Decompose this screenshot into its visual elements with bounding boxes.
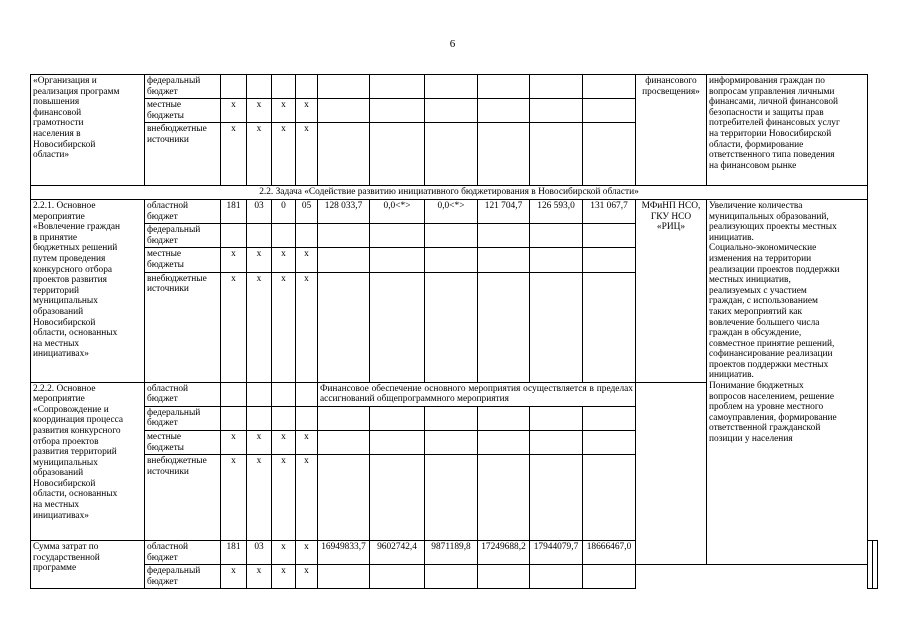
- code-cell: 0: [272, 199, 296, 223]
- code-cell: [247, 224, 272, 248]
- code-cell: х: [247, 430, 272, 454]
- text-line: местные: [147, 100, 182, 111]
- amount-cell: [583, 248, 636, 272]
- text-line: муниципальных: [33, 296, 98, 307]
- funding-source: [145, 382, 221, 406]
- activity-name: [31, 75, 145, 186]
- code-cell: [296, 224, 318, 248]
- amount-cell: [425, 248, 478, 272]
- text-line: проектов развития: [33, 275, 107, 286]
- text-line: потребителей финансовых услуг: [709, 118, 840, 129]
- text-line: программе: [33, 563, 77, 574]
- code-cell: х: [272, 99, 296, 123]
- amount-cell: [583, 272, 636, 382]
- amount-cell: [425, 123, 478, 186]
- amount-cell: [530, 99, 583, 123]
- text-line: источники: [147, 466, 189, 477]
- text-line: местные: [147, 431, 182, 442]
- amount-cell: [318, 248, 370, 272]
- amount-cell: [318, 123, 370, 186]
- text-line: развития конкурсного: [33, 425, 121, 436]
- text-line: самоуправления, формирование: [709, 412, 837, 423]
- amount-cell: [318, 565, 370, 589]
- code-cell: [296, 75, 318, 99]
- amount-cell: [583, 455, 636, 541]
- text-line: «Сопровождение и: [33, 404, 109, 415]
- code-cell: [296, 406, 318, 430]
- amount-cell: 126 593,0: [530, 199, 583, 223]
- text-line: населения в: [33, 128, 81, 139]
- amount-cell: [478, 406, 530, 430]
- amount-cell: [425, 272, 478, 382]
- amount-cell: [478, 565, 530, 589]
- amount-cell: 16949833,7: [318, 541, 370, 565]
- text-line: софинансирование реализации: [709, 349, 833, 360]
- text-line: инициативах»: [33, 349, 89, 360]
- text-line: путем проведения: [33, 253, 106, 264]
- code-cell: х: [221, 248, 247, 272]
- text-line: Новосибирской: [33, 139, 96, 150]
- amount-cell: [583, 430, 636, 454]
- amount-cell: [370, 406, 425, 430]
- text-line: инициатив.: [709, 370, 754, 381]
- code-cell: [272, 224, 296, 248]
- amount-cell: [425, 565, 478, 589]
- executor-cell: [636, 199, 707, 382]
- text-line: финансового: [645, 76, 697, 86]
- activity-name: [31, 199, 145, 382]
- amount-cell: [478, 272, 530, 382]
- text-line: области, основанных: [33, 489, 118, 500]
- text-line: муниципальных: [33, 457, 98, 468]
- amount-cell: [530, 272, 583, 382]
- funding-source: [145, 272, 221, 382]
- expected-result: [707, 199, 868, 564]
- code-cell: х: [272, 541, 296, 565]
- funding-source: [145, 123, 221, 186]
- code-cell: х: [221, 99, 247, 123]
- funding-source: [145, 248, 221, 272]
- text-line: инициативах»: [33, 510, 89, 521]
- amount-cell: 17249688,2: [478, 541, 530, 565]
- text-line: таких мероприятий как: [709, 306, 803, 317]
- text-line: бюджет: [147, 86, 178, 97]
- text-line: 2.2.2. Основное: [33, 383, 96, 394]
- code-cell: х: [221, 455, 247, 541]
- text-line: реализации проектов поддержки: [709, 264, 840, 275]
- amount-cell: [478, 75, 530, 99]
- amount-cell: [530, 248, 583, 272]
- amount-cell: [478, 123, 530, 186]
- code-cell: х: [272, 430, 296, 454]
- text-line: в принятие: [33, 232, 78, 243]
- text-line: области»: [33, 150, 70, 161]
- text-line: граждан в обсуждение,: [709, 328, 802, 339]
- code-cell: х: [296, 430, 318, 454]
- text-line: на местных: [33, 500, 80, 511]
- text-line: Увеличение количества: [709, 200, 803, 211]
- text-line: на финансовом рынке: [709, 160, 797, 171]
- code-cell: [221, 224, 247, 248]
- text-line: бюджет: [147, 576, 178, 587]
- text-line: федеральный: [147, 407, 201, 418]
- text-line: бюджет: [147, 418, 178, 429]
- text-line: бюджеты: [147, 259, 184, 270]
- amount-cell: [583, 406, 636, 430]
- amount-cell: [530, 224, 583, 248]
- text-line: повышения: [33, 97, 80, 108]
- text-line: областной: [147, 542, 189, 553]
- amount-cell: [530, 455, 583, 541]
- table-row: [31, 565, 878, 589]
- amount-cell: [425, 430, 478, 454]
- text-line: конкурсного отбора: [33, 264, 113, 275]
- text-line: позиции у населения: [709, 434, 793, 445]
- code-cell: [247, 75, 272, 99]
- code-cell: 03: [247, 541, 272, 565]
- code-cell: х: [272, 455, 296, 541]
- code-cell: [247, 382, 272, 406]
- code-cell: [296, 382, 318, 406]
- funding-source: [145, 199, 221, 223]
- total-name: [31, 541, 145, 589]
- text-line: государственной: [33, 552, 100, 563]
- text-line: бюджет: [147, 235, 178, 246]
- amount-cell: [478, 224, 530, 248]
- text-line: грамотности: [33, 118, 84, 129]
- text-line: областной: [147, 200, 189, 211]
- code-cell: х: [272, 565, 296, 589]
- amount-cell: [318, 455, 370, 541]
- table-row: [31, 75, 878, 99]
- code-cell: 03: [247, 199, 272, 223]
- amount-cell: [370, 565, 425, 589]
- table-row: [31, 186, 878, 200]
- amount-cell: [583, 75, 636, 99]
- code-cell: х: [296, 123, 318, 186]
- amount-cell: [478, 99, 530, 123]
- text-line: координация процесса: [33, 415, 124, 426]
- code-cell: х: [247, 99, 272, 123]
- amount-cell: [370, 272, 425, 382]
- text-line: на местных: [33, 338, 80, 349]
- amount-cell: [425, 455, 478, 541]
- text-line: Понимание бюджетных: [709, 381, 804, 392]
- text-line: безопасности и защиты прав: [709, 107, 824, 118]
- amount-cell: 9871189,8: [425, 541, 478, 565]
- amount-cell: [425, 75, 478, 99]
- text-line: Социально-экономические: [709, 243, 817, 254]
- amount-cell: [583, 99, 636, 123]
- text-line: мероприятие: [33, 211, 85, 222]
- text-line: развития территорий: [33, 447, 117, 458]
- text-line: ГКУ НСО: [650, 211, 692, 222]
- amount-cell: [425, 99, 478, 123]
- code-cell: [272, 382, 296, 406]
- amount-cell: [370, 123, 425, 186]
- code-cell: х: [272, 123, 296, 186]
- text-line: «РИЦ»: [656, 222, 686, 233]
- amount-cell: [318, 75, 370, 99]
- amount-cell: [530, 406, 583, 430]
- amount-cell: [370, 99, 425, 123]
- amount-cell: [425, 406, 478, 430]
- funding-note: Финансовое обеспечение основного мероприятия осуществляется в пределах ассигнований общепрограммного мероприятия: [318, 382, 636, 406]
- code-cell: х: [272, 248, 296, 272]
- funding-source: [145, 541, 221, 565]
- amount-cell: [530, 565, 583, 589]
- amount-cell: 18666467,0: [583, 541, 636, 565]
- text-line: отбора проектов: [33, 436, 99, 447]
- amount-cell: 121 704,7: [478, 199, 530, 223]
- code-cell: 05: [296, 199, 318, 223]
- code-cell: х: [247, 272, 272, 382]
- text-line: на территории Новосибирской: [709, 128, 832, 139]
- amount-cell: [370, 224, 425, 248]
- text-line: финансами, личной финансовой: [709, 97, 839, 108]
- text-line: 2.2.1. Основное: [33, 200, 96, 211]
- section-heading: 2.2. Задача «Содействие развитию инициативного бюджетирования в Новосибирской области»: [31, 186, 868, 200]
- code-cell: [221, 406, 247, 430]
- amount-cell: [370, 430, 425, 454]
- text-line: инициатив.: [709, 232, 754, 243]
- funding-source: [145, 75, 221, 99]
- text-line: «Вовлечение граждан: [33, 222, 121, 233]
- text-line: внебюджетные: [147, 456, 207, 467]
- expected-result: [707, 75, 868, 186]
- amount-cell: [370, 248, 425, 272]
- code-cell: х: [247, 248, 272, 272]
- text-line: бюджет: [147, 211, 178, 222]
- text-line: Новосибирской: [33, 317, 96, 328]
- text-line: проблем на уровне местного: [709, 402, 824, 413]
- text-line: Новосибирской: [33, 478, 96, 489]
- text-line: образований: [33, 306, 84, 317]
- funding-source: [145, 224, 221, 248]
- code-cell: х: [296, 272, 318, 382]
- text-line: муниципальных образований,: [709, 211, 829, 222]
- activity-name: [31, 382, 145, 541]
- amount-cell: [583, 565, 636, 589]
- text-line: образований: [33, 468, 84, 479]
- code-cell: х: [296, 99, 318, 123]
- amount-cell: 9602742,4: [370, 541, 425, 565]
- executor-cell: [636, 382, 707, 565]
- text-line: ответственного типа поведения: [709, 150, 835, 161]
- funding-source: [145, 565, 221, 589]
- text-line: бюджеты: [147, 110, 184, 121]
- code-cell: х: [296, 565, 318, 589]
- text-line: бюджеты: [147, 442, 184, 453]
- code-cell: х: [247, 455, 272, 541]
- funding-source: [145, 99, 221, 123]
- amount-cell: [318, 430, 370, 454]
- text-line: информирования граждан по: [709, 76, 825, 86]
- text-line: совместное принятие решений,: [709, 338, 835, 349]
- code-cell: х: [296, 248, 318, 272]
- text-line: областной: [147, 383, 189, 394]
- amount-cell: 17944079,7: [530, 541, 583, 565]
- text-line: ответственной гражданской: [709, 423, 821, 434]
- amount-cell: 128 033,7: [318, 199, 370, 223]
- code-cell: х: [221, 272, 247, 382]
- executor-cell: [636, 75, 707, 186]
- code-cell: х: [272, 272, 296, 382]
- text-line: местных инициатив,: [709, 275, 791, 286]
- expected-result: [873, 541, 878, 589]
- text-line: реализация программ: [33, 86, 120, 97]
- code-cell: х: [221, 123, 247, 186]
- text-line: реализующих проекты местных: [709, 222, 837, 233]
- amount-cell: [478, 248, 530, 272]
- text-line: бюджет: [147, 552, 178, 563]
- text-line: проектов поддержки местных: [709, 359, 829, 370]
- code-cell: [247, 406, 272, 430]
- text-line: бюджетных решений: [33, 243, 118, 254]
- amount-cell: [530, 75, 583, 99]
- table-row: [31, 199, 878, 223]
- code-cell: [221, 75, 247, 99]
- text-line: федеральный: [147, 76, 201, 86]
- amount-cell: [583, 224, 636, 248]
- amount-cell: 131 067,7: [583, 199, 636, 223]
- text-line: источники: [147, 134, 189, 145]
- amount-cell: 0,0<*>: [370, 199, 425, 223]
- code-cell: х: [221, 565, 247, 589]
- text-line: Сумма затрат по: [33, 542, 99, 553]
- text-line: изменения на территории: [709, 253, 812, 264]
- code-cell: [272, 75, 296, 99]
- text-line: реализуемых с участием: [709, 285, 807, 296]
- text-line: области, основанных: [33, 328, 118, 339]
- code-cell: х: [247, 123, 272, 186]
- text-line: территорий: [33, 285, 80, 296]
- amount-cell: [478, 455, 530, 541]
- text-line: местные: [147, 249, 182, 260]
- text-line: вопросов населением, решение: [709, 391, 834, 402]
- amount-cell: [583, 123, 636, 186]
- amount-cell: [318, 272, 370, 382]
- text-line: мероприятие: [33, 394, 85, 405]
- amount-cell: [370, 455, 425, 541]
- page-number: 6: [449, 38, 456, 50]
- amount-cell: [425, 224, 478, 248]
- text-line: бюджет: [147, 394, 178, 405]
- code-cell: [272, 406, 296, 430]
- text-line: источники: [147, 284, 189, 295]
- text-line: просвещения»: [642, 86, 700, 97]
- text-line: граждан, с использованием: [709, 296, 818, 307]
- code-cell: х: [296, 541, 318, 565]
- code-cell: 181: [221, 541, 247, 565]
- code-cell: [221, 382, 247, 406]
- amount-cell: [530, 123, 583, 186]
- text-line: внебюджетные: [147, 273, 207, 284]
- program-table: [30, 74, 878, 589]
- text-line: федеральный: [147, 225, 201, 236]
- amount-cell: [318, 224, 370, 248]
- code-cell: х: [221, 430, 247, 454]
- code-cell: х: [247, 565, 272, 589]
- amount-cell: 0,0<*>: [425, 199, 478, 223]
- text-line: МФиНП НСО,: [641, 200, 701, 211]
- text-line: вовлечение большего числа: [709, 317, 820, 328]
- text-line: федеральный: [147, 566, 201, 577]
- funding-source: [145, 406, 221, 430]
- amount-cell: [318, 99, 370, 123]
- funding-source: [145, 430, 221, 454]
- text-line: области, формирование: [709, 139, 804, 150]
- amount-cell: [318, 406, 370, 430]
- amount-cell: [478, 430, 530, 454]
- text-line: финансовой: [33, 107, 82, 118]
- code-cell: 181: [221, 199, 247, 223]
- code-cell: х: [296, 455, 318, 541]
- amount-cell: [530, 430, 583, 454]
- funding-source: [145, 455, 221, 541]
- text-line: вопросам управления личными: [709, 86, 835, 97]
- text-line: «Организация и: [33, 76, 97, 86]
- amount-cell: [370, 75, 425, 99]
- text-line: внебюджетные: [147, 124, 207, 135]
